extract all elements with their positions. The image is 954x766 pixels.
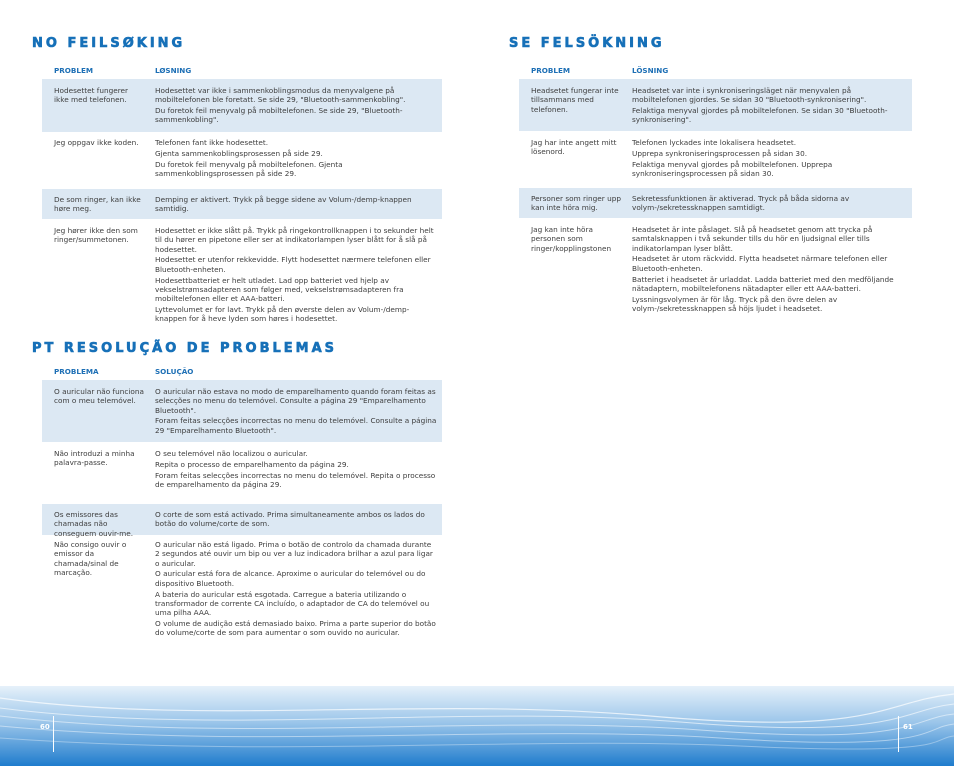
table-row: Jeg oppgav ikke koden. Telefonen fant ikke hodesettet. Gjenta sammenkoblingsprosessen på side 29. Du foretok feil menyvalg på mobiltelefonen. Gjenta sammenkoblingsprosessen på side 29. [54,138,343,179]
table-row: O auricular não funciona com o meu telemóvel. O auricular não estava no modo de emparelhamento quando foram feitas as selecções no menu do telemóvel. Consulte a página 29 "Emparelhamento Bluetooth". Foram feitas selecções incorrectas no menu do telemóvel. Consulte a página 29 "Emparelhamento Bluetooth". [42,380,442,442]
pt-table [42,364,442,647]
no-section-title: NO FEILSØKING [32,36,186,51]
no-table [42,63,442,331]
no-col-solution: LØSNING [155,65,192,75]
table-row: Jeg hører ikke den som ringer/summetonen. Hodesettet er ikke slått på. Trykk på ringekontrollknappen i to sekunder helt til du hører en pipetone eller ser at indikatorlampen lyser blått for å slå på hodesettet. Hodesettet er utenfor rekkevidde. Flytt hodesettet nærmere telefonen eller Bluetooth-enheten. Hodesettbatteriet er helt utladet. Lad opp batteriet ved hjelp av vekselstrømsadapteren som følger med, vekselstrømsadapteren fra mobiltelefonen eller et AAA-batteri. Lyttevolumet er for lavt. Trykk på den øverste delen av Volum-/demp-knappen for å heve lyden som høres i hodesettet. [54,226,434,324]
no-col-problem: PROBLEM [54,65,94,75]
pt-col-solution: SOLUÇÃO [155,366,194,376]
no-table-header [42,63,442,77]
footer-wave [0,686,954,766]
se-col-problem: PROBLEM [531,65,571,75]
pt-section-title: PT RESOLUÇÃO DE PROBLEMAS [32,341,338,356]
se-section-title: SE FELSÖKNING [509,36,665,51]
right-page-number: 61 [903,723,913,731]
table-row: Os emissores das chamadas não conseguem ouvir-me. O corte de som está activado. Prima simultaneamente ambos os lados do botão do volume/corte de som. [42,504,442,535]
table-row: Jag har inte angett mitt lösenord. Telefonen lyckades inte lokalisera headsetet. Upprepa synkroniseringsprocessen på sidan 30. Felaktiga menyval gjordes på mobiltelefonen. Upprepa synkroniseringsprocessen på sidan 30. [531,138,833,179]
se-table-header [519,63,912,77]
pt-col-problem: PROBLEMA [54,366,99,376]
table-row: Personer som ringer upp kan inte höra mig. Sekretessfunktionen är aktiverad. Tryck på båda sidorna av volym-/sekretessknappen samtidigt. [519,188,912,218]
se-col-solution: LÖSNING [632,65,669,75]
left-page-divider [53,716,54,752]
table-row: Não consigo ouvir o emissor da chamada/sinal de marcação. O auricular não está ligado. Prima o botão de controlo da chamada durante 2 segundos até ouvir um bip ou ver a luz indicadora brilhar a azul para ligar o auricular. O auricular está fora de alcance. Aproxime o auricular do telemóvel ou do dispositivo Bluetooth. A bateria do auricular está esgotada. Carregue a bateria utilizando o transformador de corrente CA incluído, o adaptador de CA do telemóvel ou uma pilha AAA. O volume de audição está demasiado baixo. Prima a parte superior do botão do volume/corte de som para aumentar o som ouvido no auricular. [54,540,436,638]
right-page-divider [898,716,899,752]
table-row: De som ringer, kan ikke høre meg. Demping er aktivert. Trykk på begge sidene av Volum-/demp-knappen samtidig. [42,189,442,219]
se-section [509,35,912,323]
pt-section [32,340,442,647]
se-table [519,63,912,323]
table-row: Não introduzi a minha palavra-passe. O seu telemóvel não localizou o auricular. Repita o processo de emparelhamento da página 29. Foram feitas selecções incorrectas no menu do telemóvel. Repita o processo de emparelhamento da página 29. [54,449,436,490]
table-row: Jag kan inte höra personen som ringer/kopplingstonen Headsetet är inte påslaget. Slå på headsetet genom att trycka på samtalsknappen i två sekunder tills du hör en ljudsignal eller tills indikatorlampan lyser blått. Headsetet är utom räckvidd. Flytta headsetet närmare telefonen eller Bluetooth-enheten. Batteriet i headsetet är urladdat. Ladda batteriet med den medföljande nätadaptern, mobiltelefonens nätadapter eller ett AAA-batteri. Lyssningsvolymen är för låg. Tryck på den övre delen av volym-/sekretessknappen så höjs ljudet i headsetet. [531,225,894,314]
no-section [32,35,442,331]
table-row: Headsetet fungerar inte tillsammans med telefonen. Headsetet var inte i synkroniseringsläget när menyvalen på mobiltelefonen gjordes. Se sidan 30 "Bluetooth-synkronisering". Felaktiga menyval gjordes på mobiltelefonen. Se sidan 30 "Bluetooth-synkronisering". [519,79,912,131]
left-page-number: 60 [40,723,50,731]
pt-table-header [42,364,442,378]
table-row: Hodesettet fungerer ikke med telefonen. Hodesettet var ikke i sammenkoblingsmodus da menyvalgene på mobiltelefonen ble foretatt. Se side 29, "Bluetooth-sammenkobling". Du foretok feil menyvalg på mobiltelefonen. Se side 29, "Bluetooth-sammenkobling". [42,79,442,132]
